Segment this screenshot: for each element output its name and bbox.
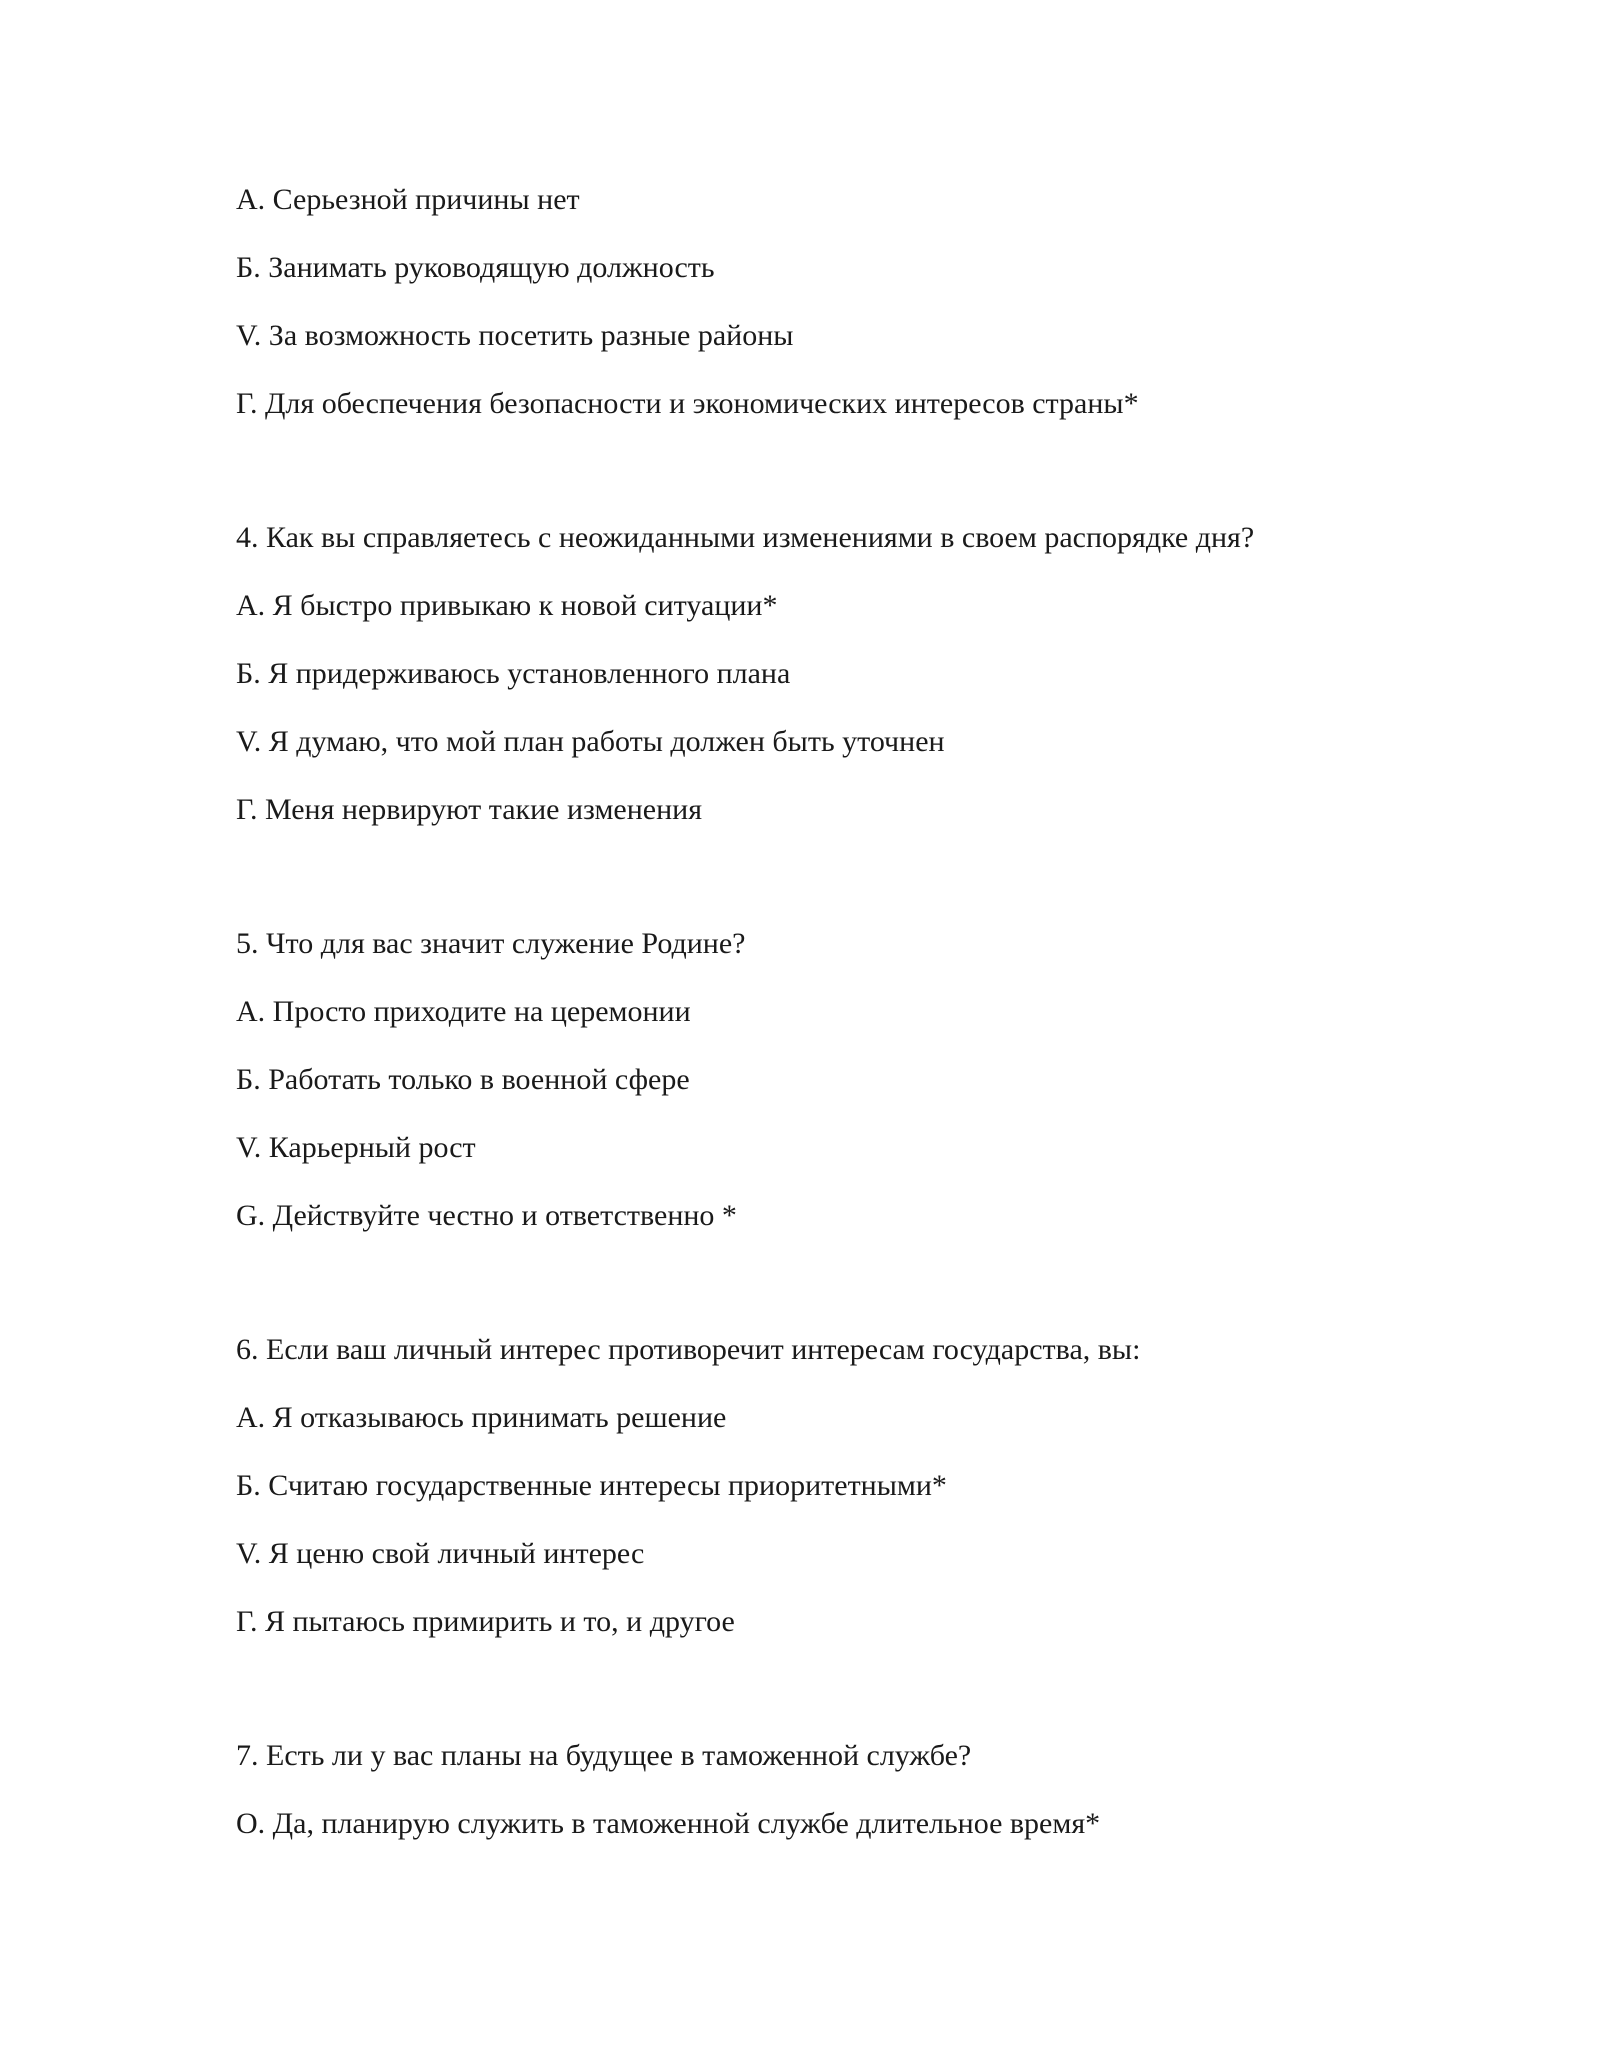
question-text: 6. Если ваш личный интерес противоречит интересам государства, вы: <box>236 1333 1141 1366</box>
question-text: 4. Как вы справляетесь с неожиданными изменениями в своем распорядке дня? <box>236 521 1255 554</box>
question-text: 5. Что для вас значит служение Родине? <box>236 927 746 960</box>
option-text: Г. Я пытаюсь примирить и то, и другое <box>236 1605 735 1638</box>
option-text: А. Я отказываюсь принимать решение <box>236 1401 727 1434</box>
option-text: V. Я ценю свой личный интерес <box>236 1537 645 1570</box>
option-text: А. Серьезной причины нет <box>236 183 580 216</box>
option-text: Б. Занимать руководящую должность <box>236 251 715 284</box>
option-text: Б. Я придерживаюсь установленного плана <box>236 657 791 690</box>
option-text: О. Да, планирую служить в таможенной службе длительное время* <box>236 1807 1101 1840</box>
option-text: Г. Для обеспечения безопасности и экономических интересов страны* <box>236 387 1139 420</box>
option-text: V. Я думаю, что мой план работы должен быть уточнен <box>236 725 945 758</box>
questionnaire-content <box>236 180 1436 1844</box>
option-text: G. Действуйте честно и ответственно * <box>236 1199 737 1232</box>
option-text: А. Просто приходите на церемонии <box>236 995 691 1028</box>
option-text: Г. Меня нервируют такие изменения <box>236 793 703 826</box>
option-text: А. Я быстро привыкаю к новой ситуации* <box>236 589 778 622</box>
question-text: 7. Есть ли у вас планы на будущее в таможенной службе? <box>236 1739 972 1772</box>
option-text: V. За возможность посетить разные районы <box>236 319 794 352</box>
option-text: Б. Работать только в военной сфере <box>236 1063 690 1096</box>
option-text: Б. Считаю государственные интересы приоритетными* <box>236 1469 947 1502</box>
option-text: V. Карьерный рост <box>236 1131 476 1164</box>
